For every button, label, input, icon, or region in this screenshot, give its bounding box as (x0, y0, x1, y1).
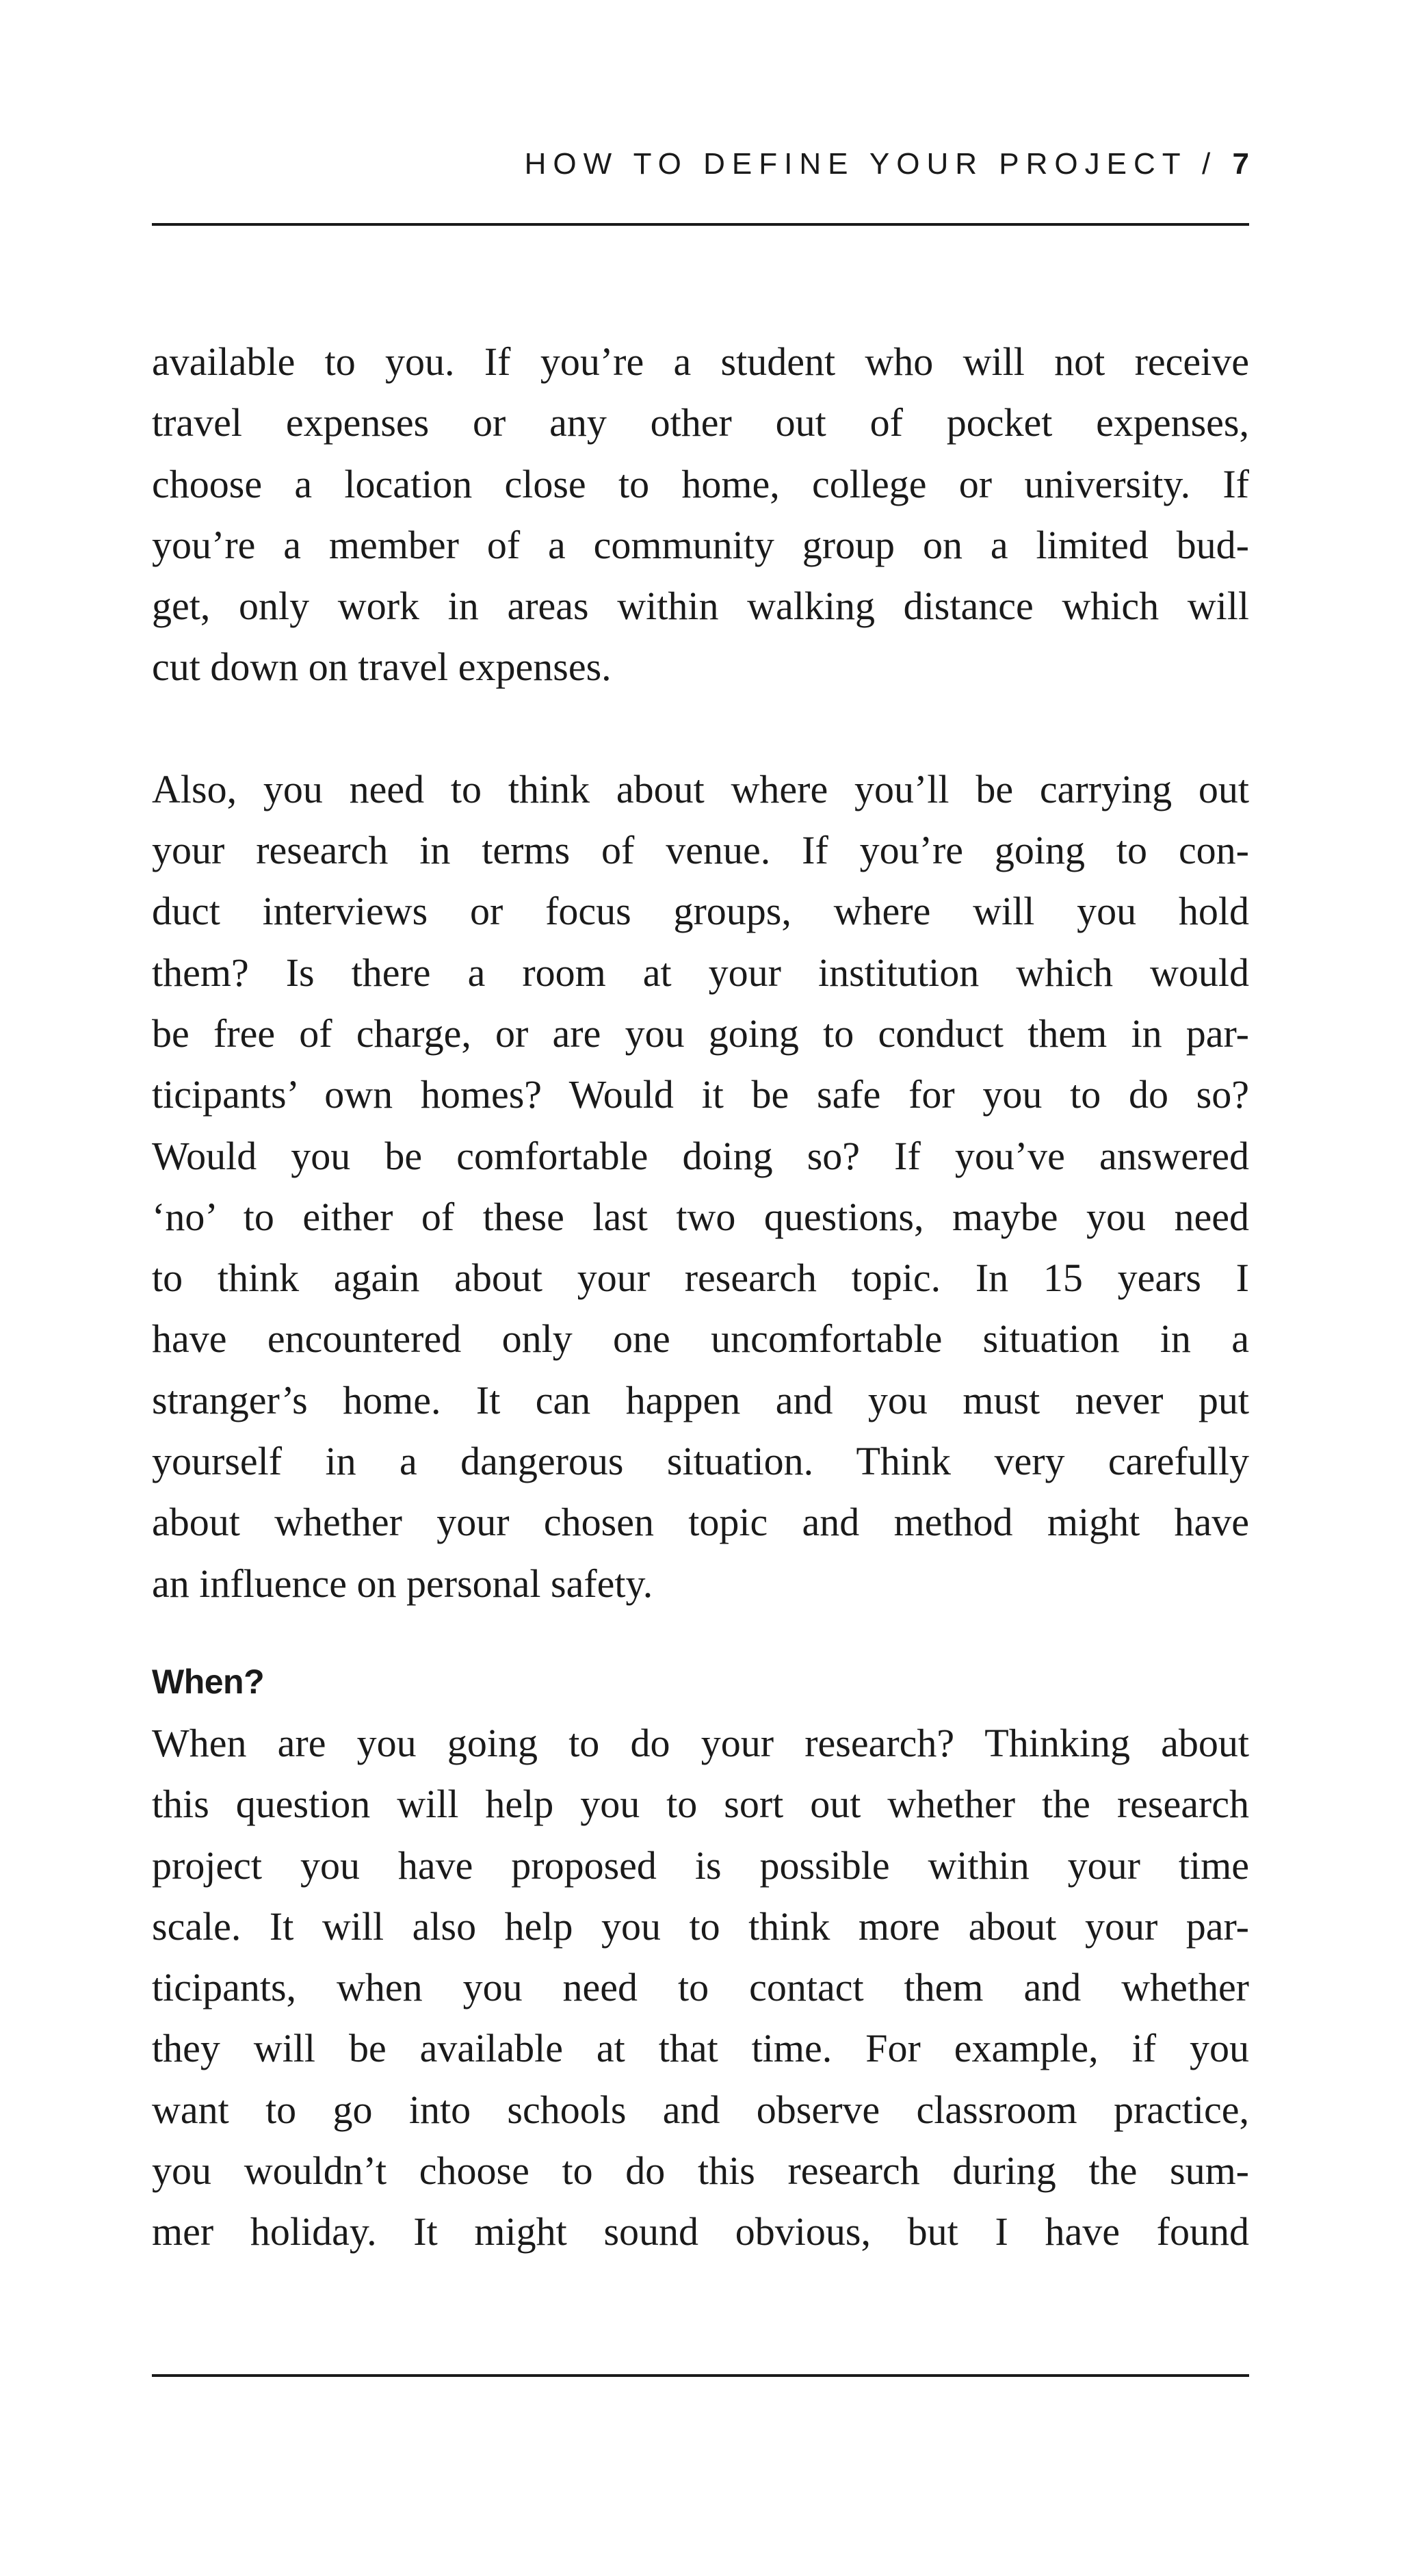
text-line: yourself in a dangerous situation. Think very carefully (152, 1439, 1249, 1484)
text-line: to think again about your research topic. In 15 years I (152, 1256, 1249, 1301)
text-line: choose a location close to home, college or university. If (152, 461, 1249, 506)
header-rule (152, 223, 1249, 226)
text-line: cut down on travel expenses. (152, 645, 612, 690)
text-line: this question will help you to sort out whether the research (152, 1782, 1249, 1827)
text-line: want to go into schools and observe classroom practice, (152, 2087, 1249, 2132)
text-line: Also, you need to think about where you’ll be carrying out (152, 766, 1249, 811)
text-line: they will be available at that time. For example, if you (152, 2026, 1249, 2071)
text-line: stranger’s home. It can happen and you must never put (152, 1377, 1249, 1422)
text-line: have encountered only one uncomfortable situation in a (152, 1316, 1249, 1362)
text-line: available to you. If you’re a student who will not receive (152, 339, 1249, 384)
running-head-separator: / (1202, 147, 1218, 181)
page-number: 7 (1232, 147, 1249, 181)
text-line: mer holiday. It might sound obvious, but I have found (152, 2209, 1249, 2254)
body-text (152, 331, 1249, 2263)
text-line: ‘no’ to either of these last two questions, maybe you need (152, 1194, 1249, 1239)
text-line: them? Is there a room at your institution which would (152, 950, 1249, 995)
running-head-title: HOW TO DEFINE YOUR PROJECT (524, 147, 1187, 181)
text-line: Would you be comfortable doing so? If you’ve answered (152, 1133, 1249, 1178)
text-line: you wouldn’t choose to do this research during the sum- (152, 2148, 1249, 2194)
running-head (152, 149, 1249, 179)
section-heading: When? (152, 1662, 265, 1701)
text-line: get, only work in areas within walking distance which will (152, 584, 1249, 629)
text-line: scale. It will also help you to think more about your par- (152, 1903, 1249, 1949)
text-line: ticipants, when you need to contact them and whether (152, 1965, 1249, 2010)
text-line: project you have proposed is possible within your time (152, 1843, 1249, 1888)
paragraph-3 (152, 1713, 1249, 2263)
paragraph-1 (152, 331, 1249, 698)
text-line: about whether your chosen topic and method might have (152, 1500, 1249, 1545)
text-line: duct interviews or focus groups, where will you hold (152, 889, 1249, 934)
paragraph-2 (152, 759, 1249, 1614)
text-line: be free of charge, or are you going to conduct them in par- (152, 1011, 1249, 1056)
text-line: When are you going to do your research? Thinking about (152, 1720, 1249, 1765)
text-line: ticipants’ own homes? Would it be safe for you to do so? (152, 1072, 1249, 1117)
text-line: your research in terms of venue. If you’re going to con- (152, 828, 1249, 873)
text-line: travel expenses or any other out of pocket expenses, (152, 400, 1249, 445)
text-line: you’re a member of a community group on a limited bud- (152, 522, 1249, 567)
text-line: an influence on personal safety. (152, 1561, 653, 1606)
footer-rule (152, 2374, 1249, 2377)
